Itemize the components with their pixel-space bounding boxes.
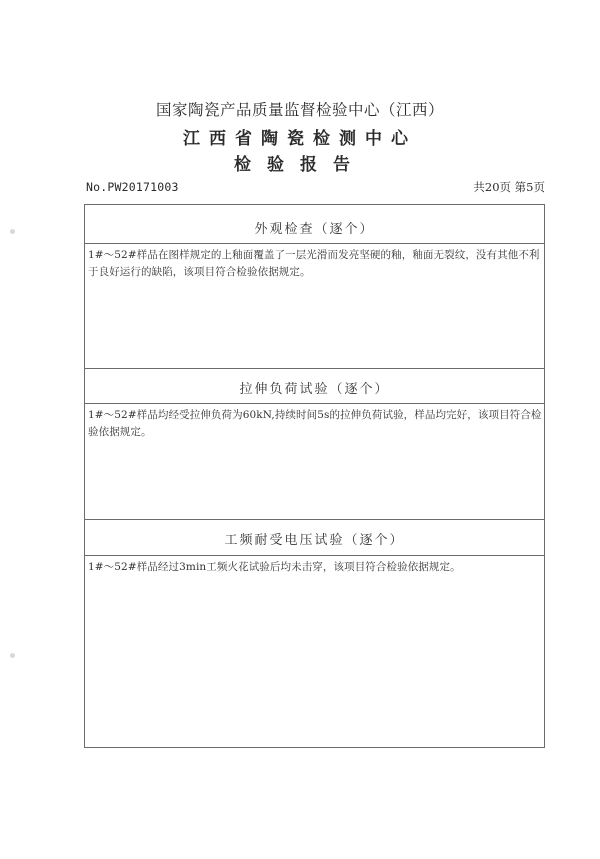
page-count: 共20页 第5页 xyxy=(473,180,545,194)
divider xyxy=(85,555,544,556)
section-text-appearance: 1#～52#样品在图样规定的上釉面覆盖了一层光滑而发亮坚硬的釉，釉面无裂纹，没有其他不利于良好运行的缺陷，该项目符合检验依据规定。 xyxy=(88,249,540,278)
report-frame xyxy=(84,204,545,748)
institution-title: 国家陶瓷产品质量监督检验中心（江西） xyxy=(155,101,444,119)
center-title: 江西省陶瓷检测中心 xyxy=(183,129,417,149)
section-title-tensile: 拉伸负荷试验（逐个） xyxy=(239,382,390,397)
binder-hole-mark xyxy=(10,653,15,658)
section-title-voltage: 工频耐受电压试验（逐个） xyxy=(224,533,405,548)
section-title-appearance: 外观检查（逐个） xyxy=(254,222,375,237)
section-text-tensile: 1#～52#样品均经受拉伸负荷为60kN,持续时间5s的拉伸负荷试验，样品均完好，该项目符合检验依据规定。 xyxy=(88,409,542,438)
report-title: 检验报告 xyxy=(234,155,366,175)
binder-hole-mark xyxy=(10,229,15,234)
report-number: No.PW20171003 xyxy=(86,180,179,194)
divider xyxy=(85,368,544,369)
divider xyxy=(85,243,544,244)
divider xyxy=(85,403,544,404)
divider xyxy=(85,519,544,520)
section-text-voltage: 1#～52#样品经过3min工频火花试验后均未击穿，该项目符合检验依据规定。 xyxy=(88,561,461,573)
